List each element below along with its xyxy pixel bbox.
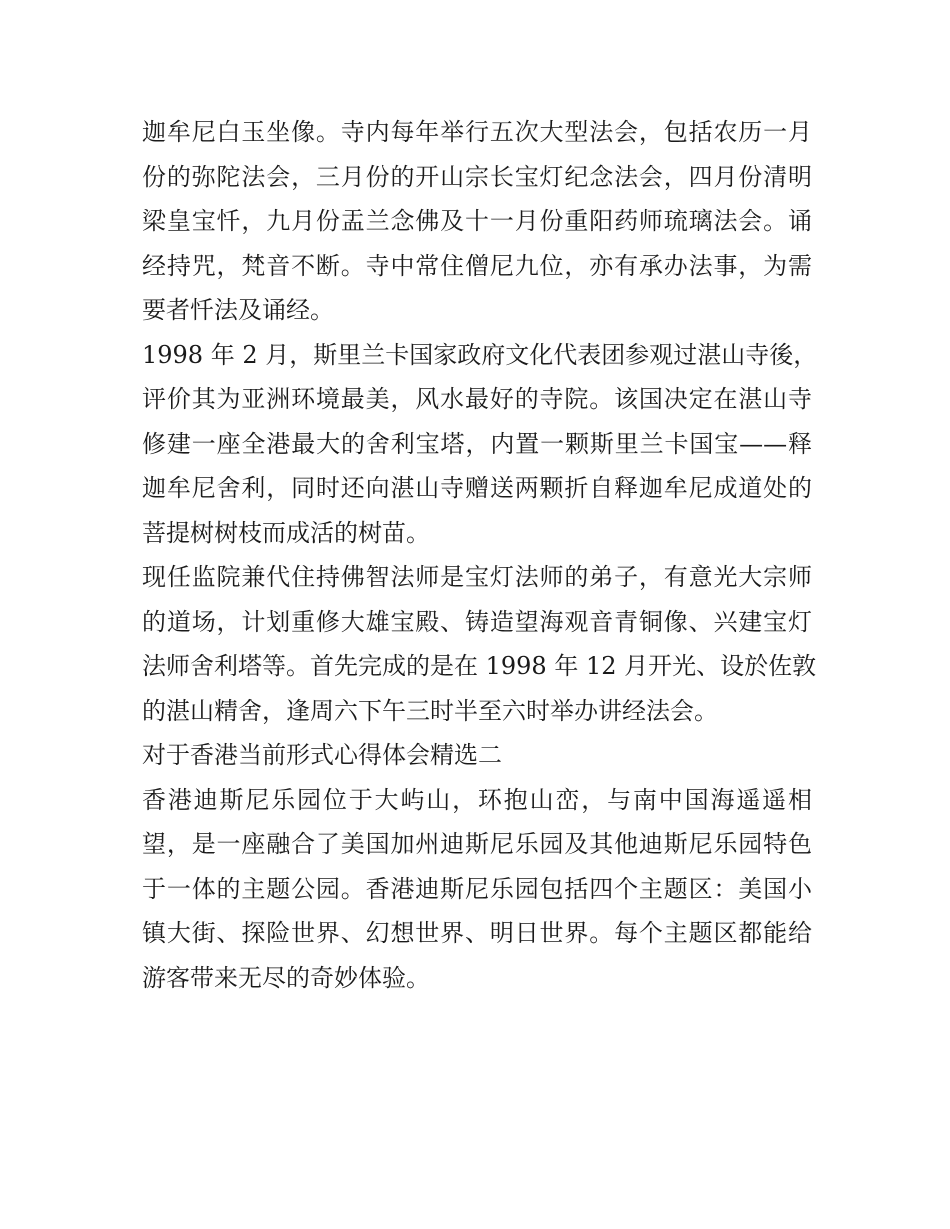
text-line: 望，是一座融合了美国加州迪斯尼乐园及其他迪斯尼乐园特色 (142, 830, 812, 858)
text-line: 迦牟尼白玉坐像。寺内每年举行五次大型法会，包括农历一月 (142, 118, 812, 146)
paragraph-sri-lanka-visit (142, 333, 818, 556)
text-line: 镇大街、探险世界、幻想世界、明日世界。每个主题区都能给 (142, 919, 812, 947)
text-line: 1998 年 2 月，斯里兰卡国家政府文化代表团参观过湛山寺後， (142, 340, 818, 369)
paragraph-abbot-plans (142, 555, 817, 733)
text-line: 梁皇宝忏，九月份盂兰念佛及十一月份重阳药师琉璃法会。诵 (142, 207, 812, 235)
text-line: 香港迪斯尼乐园位于大屿山，环抱山峦，与南中国海遥遥相 (142, 785, 812, 814)
heading-text: 对于香港当前形式心得体会精选二 (142, 741, 502, 769)
text-line: 菩提树树枝而成活的树苗。 (142, 518, 430, 547)
text-line: 经持咒，梵音不断。寺中常住僧尼九位，亦有承办法事，为需 (142, 251, 812, 280)
text-line: 的湛山精舍，逢周六下午三时半至六时举办讲经法会。 (142, 696, 718, 725)
text-line: 于一体的主题公园。香港迪斯尼乐园包括四个主题区：美国小 (142, 874, 812, 903)
document-body (142, 110, 818, 1000)
text-line: 修建一座全港最大的舍利宝塔，内置一颗斯里兰卡国宝——释 (142, 429, 812, 458)
text-line: 的道场，计划重修大雄宝殿、铸造望海观音青铜像、兴建宝灯 (142, 607, 812, 636)
text-line: 评价其为亚洲环境最美，风水最好的寺院。该国决定在湛山寺 (142, 385, 812, 413)
paragraph-temple-ceremonies (142, 110, 812, 333)
text-line: 迦牟尼舍利，同时还向湛山寺赠送两颗折自释迦牟尼成道处的 (142, 474, 812, 502)
paragraph-disneyland (142, 778, 812, 1001)
text-line: 法师舍利塔等。首先完成的是在 1998 年 12 月开光、设於佐敦 (142, 652, 817, 680)
section-heading (142, 733, 812, 778)
text-line: 现任监院兼代住持佛智法师是宝灯法师的弟子，有意光大宗师 (142, 563, 812, 591)
text-line: 游客带来无尽的奇妙体验。 (142, 963, 430, 992)
text-line: 份的弥陀法会，三月份的开山宗长宝灯纪念法会，四月份清明 (142, 162, 812, 191)
text-line: 要者忏法及诵经。 (142, 296, 334, 324)
